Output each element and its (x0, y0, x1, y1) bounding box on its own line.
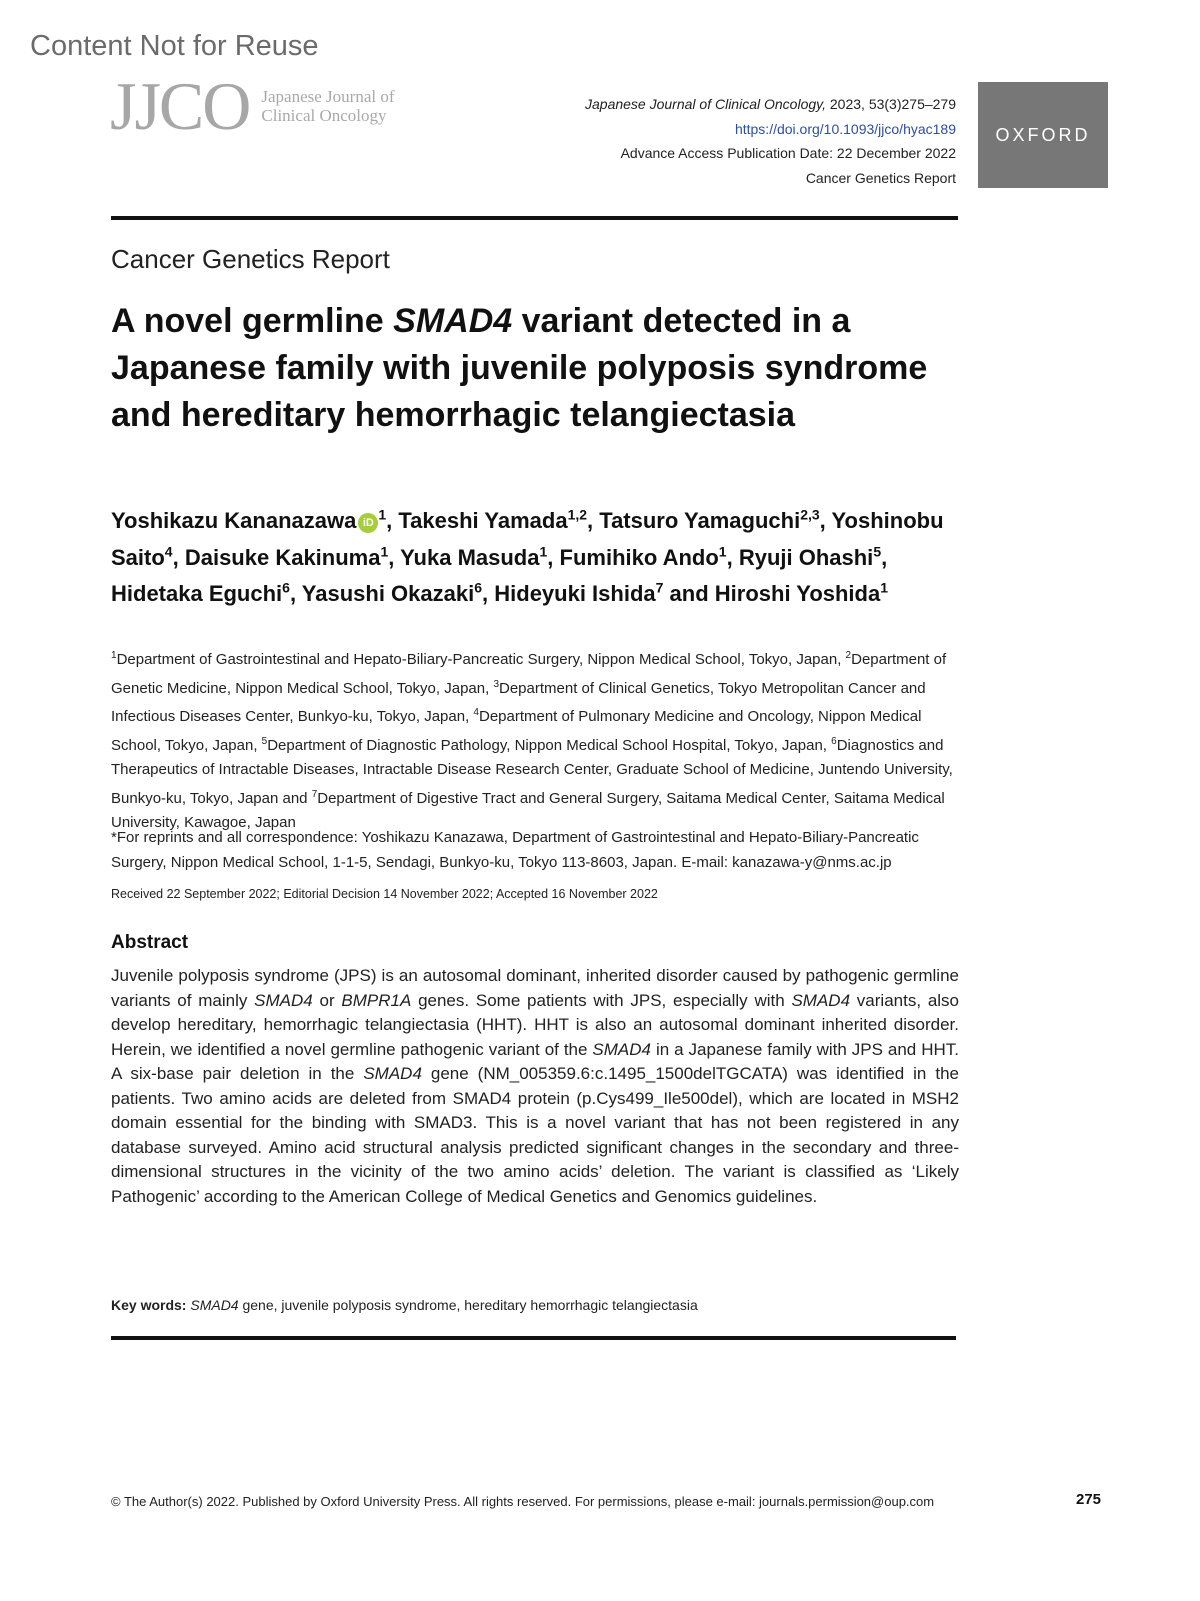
abstract-segment: variants, also develop hereditary, hemorrhagic telangiectasia (HHT). HHT is also an autosomal dominant inherited disorder. Herein, we identified a novel germline pathogenic variant of the (111, 990, 960, 1059)
author (111, 508, 398, 533)
abstract-gene-name: SMAD4 (791, 990, 851, 1010)
author-name: Hideyuki Ishida (494, 580, 656, 606)
affiliation (111, 651, 846, 668)
author (111, 581, 302, 606)
affiliation-number: 7 (311, 788, 318, 800)
author (398, 508, 599, 533)
abstract-gene-name: SMAD4 (363, 1064, 422, 1083)
author (494, 581, 715, 606)
copyright-footer: © The Author(s) 2022. Published by Oxford University Press. All rights reserved. For permissions, please e-mail: journals.permission@oup.com (111, 1494, 935, 1509)
author-separator: , (388, 544, 401, 570)
author-affiliation-mark: 7 (655, 579, 664, 596)
page-number: 275 (1076, 1491, 1102, 1508)
author-separator: , (482, 580, 495, 606)
journal-name: Japanese Journal of Clinical Oncology, (585, 96, 826, 112)
abstract-gene-name: BMPR1A (341, 990, 412, 1010)
author-affiliation-mark: 1,2 (567, 507, 588, 523)
author-name: Tatsuro Yamaguchi (599, 508, 801, 534)
author-separator: , (547, 544, 560, 570)
author-name: Yasushi Okazaki (301, 580, 475, 606)
author-name: Fumihiko Ando (559, 544, 719, 570)
author-affiliation-mark: 4 (164, 543, 173, 560)
abstract-text (111, 964, 959, 1209)
title-gene: SMAD4 (393, 302, 513, 340)
author (185, 545, 400, 570)
affiliation-number: 4 (473, 707, 479, 718)
author-separator: , (881, 544, 888, 570)
top-rule (111, 216, 958, 220)
abstract-segment: in a Japanese family with JPS and HHT. A six-base pair deletion in the (111, 1039, 959, 1083)
author (560, 545, 739, 570)
watermark-text: Content Not for Reuse (30, 30, 319, 62)
author-list (111, 500, 971, 609)
affiliation-text: Department of Clinical Genetics, Tokyo Metropolitan Cancer and Infectious Diseases Center, Bunkyo-ku, Tokyo, Japan, (111, 679, 926, 725)
article-dates: Received 22 September 2022; Editorial Decision 14 November 2022; Accepted 16 November 2022 (111, 887, 658, 901)
logo-journal-name (261, 87, 394, 125)
orcid-icon[interactable]: iD (358, 513, 378, 533)
author-affiliation-mark: 1 (380, 543, 389, 560)
correspondence: *For reprints and all correspondence: Yoshikazu Kanazawa, Department of Gastrointestinal and Hepato-Biliary-Pancreatic Surgery, Nippon Medical School, 1-1-5, Sendagi, Bunkyo-ku, Tokyo 113-8603, Japan. E-mail: kanazawa-y@nms.ac.jp (111, 829, 919, 871)
meta-category: Cancer Genetics Report (805, 169, 956, 186)
abstract-gene-name: SMAD4 (254, 990, 313, 1010)
author-name: Ryuji Ohashi (738, 544, 874, 570)
affiliation-text: Diagnostics and Therapeutics of Intractable Diseases, Intractable Disease Research Center, Graduate School of Medicine, Juntendo University, Bunkyo-ku, Tokyo, Japan and (111, 736, 953, 807)
author (302, 581, 494, 606)
author-affiliation-mark: 1 (718, 543, 727, 560)
publisher-logo: OXFORD (978, 82, 1108, 188)
keywords-label: Key words: (111, 1297, 187, 1313)
title-part1: A novel germline (111, 302, 394, 340)
affiliation-number: 2 (845, 650, 852, 661)
affiliations (111, 644, 971, 836)
abstract-heading: Abstract (111, 932, 189, 953)
author-name: Takeshi Yamada (398, 508, 568, 534)
author-affiliation-mark: 6 (474, 579, 483, 596)
author-name: Hiroshi Yoshida (714, 580, 881, 606)
author-separator: , (819, 508, 832, 534)
author-affiliation-mark: 2,3 (800, 507, 820, 523)
section-label: Cancer Genetics Report (111, 244, 390, 274)
abstract-segment: gene (NM_005359.6:c.1495_1500delTGCATA) was identified in the patients. Two amino acids are deleted from SMAD4 protein (p.Cys499_Ile500del), which are located in MSH2 domain essential for the binding with SMAD3. This is a novel variant that has not been registered in any database surveyed. Amino acid structural analysis predicted significant changes in the secondary and three-dimensional structures in the vicinity of the two amino acids’ deletion. The variant is classified as ‘Likely Pathogenic’ according to the American College of Medical Genetics and Genomics guidelines. (111, 1064, 959, 1206)
article-title (111, 298, 971, 439)
author-separator: , (386, 508, 399, 534)
affiliation (262, 737, 831, 754)
affiliation-text: Department of Pulmonary Medicine and Oncology, Nippon Medical School, Tokyo, Japan, (111, 708, 922, 754)
bottom-rule (111, 1336, 956, 1340)
author-affiliation-mark: 1 (378, 507, 387, 523)
abstract-gene-name: SMAD4 (592, 1039, 651, 1059)
author (599, 508, 831, 533)
abstract-segment: Juvenile polyposis syndrome (JPS) is an autosomal dominant, inherited disorder caused by pathogenic germline variants of mainly (111, 966, 959, 1010)
logo-name-line2: Clinical Oncology (261, 106, 387, 125)
author (400, 545, 559, 570)
journal-volume: 2023, 53(3)275–279 (826, 96, 956, 112)
affiliation-text: Department of Gastrointestinal and Hepato-Biliary-Pancreatic Surgery, Nippon Medical School, Tokyo, Japan, (116, 651, 846, 668)
journal-citation (436, 92, 956, 117)
author-affiliation-mark: 1 (880, 579, 889, 596)
author-name: Daisuke Kakinuma (184, 544, 381, 570)
keywords-gene: SMAD4 (190, 1297, 239, 1313)
author-name: Yuka Masuda (400, 544, 540, 570)
advance-access-date: Advance Access Publication Date: 22 December 2022 (620, 145, 956, 161)
author-name: Yoshikazu Kananazawa (111, 508, 357, 534)
affiliation-text: Department of Diagnostic Pathology, Nippon Medical School Hospital, Tokyo, Japan, (267, 736, 832, 754)
article-meta (436, 92, 956, 190)
author-separator: , (726, 544, 739, 570)
author-separator: and (663, 580, 715, 606)
author (739, 545, 887, 570)
author-affiliation-mark: 6 (282, 579, 290, 596)
affiliation-number: 3 (493, 678, 499, 690)
author-separator: , (587, 508, 600, 534)
affiliation-text: Department of Digestive Tract and General Surgery, Saitama Medical Center, Saitama Medical University, Kawagoe, Japan (111, 789, 945, 831)
logo-name-line1: Japanese Journal of (261, 87, 395, 106)
affiliation-text: Department of Genetic Medicine, Nippon Medical School, Tokyo, Japan, (111, 651, 947, 697)
abstract-segment: or (312, 990, 342, 1010)
affiliation-number: 1 (111, 650, 117, 661)
author-separator: , (172, 544, 185, 570)
abstract-segment: genes. Some patients with JPS, especially with (411, 990, 792, 1010)
doi-link[interactable]: https://doi.org/10.1093/jjco/hyac189 (734, 120, 956, 137)
author-affiliation-mark: 1 (539, 543, 548, 560)
affiliation-number: 5 (261, 735, 268, 747)
author (715, 581, 888, 606)
author-affiliation-mark: 5 (873, 543, 882, 560)
keywords-rest: gene, juvenile polyposis syndrome, hereditary hemorrhagic telangiectasia (238, 1297, 698, 1313)
logo-mark: JJCO (110, 68, 250, 144)
journal-logo (110, 68, 395, 144)
keywords (111, 1297, 698, 1313)
title-part2: variant detected in a Japanese family with juvenile polyposis syndrome and hereditary hemorrhagic telangiectasia (111, 302, 928, 434)
affiliation-number: 6 (831, 735, 837, 747)
author-separator: , (289, 580, 302, 606)
author-name: Hidetaka Eguchi (111, 580, 283, 606)
author-name: Yoshinobu Saito (111, 508, 944, 570)
